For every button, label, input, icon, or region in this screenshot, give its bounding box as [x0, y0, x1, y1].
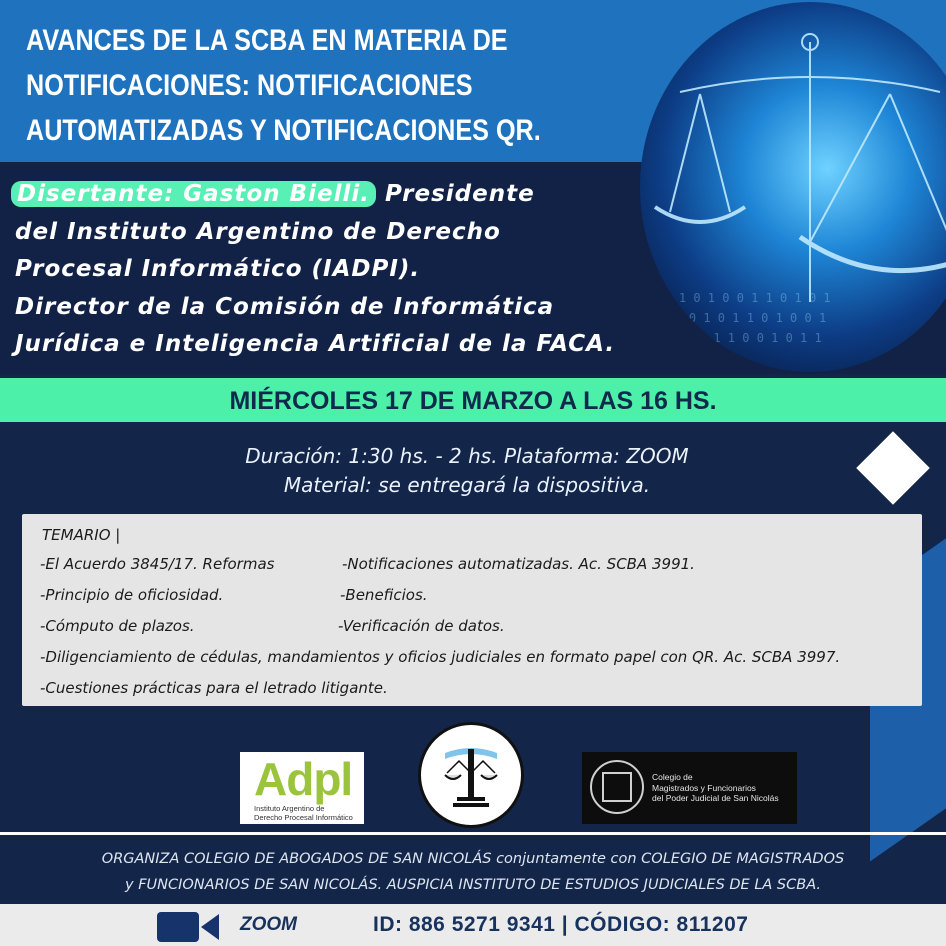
adpl-logo-subtitle: Derecho Procesal Informático [254, 813, 353, 822]
speaker-role: Presidente [384, 181, 535, 207]
temario-item: -Beneficios. [340, 586, 428, 604]
adpl-logo-subtitle: Instituto Argentino de [254, 804, 325, 813]
temario-item: -Verificación de datos. [338, 617, 505, 635]
svg-text:1 0 0 1 0 1 1 0 1 0 0 1: 1 0 0 1 0 1 1 0 1 0 0 1 [660, 311, 827, 325]
temario-item: -Principio de oficiosidad. [40, 586, 224, 604]
zoom-label: ZOOM [240, 914, 297, 935]
event-date-banner: MIÉRCOLES 17 DE MARZO A LAS 16 HS. [0, 378, 946, 422]
title-line: AVANCES DE LA SCBA EN MATERIA DE [26, 24, 508, 57]
temario-panel [22, 514, 922, 706]
colegio-logo-line: Magistrados y Funcionarios [652, 782, 756, 793]
speaker-name-highlight: Disertante: Gaston Bielli. [11, 181, 376, 207]
page-title [26, 18, 541, 153]
material-note: Material: se entregará la dispositiva. [283, 473, 651, 497]
duration-platform: Duración: 1:30 hs. - 2 hs. Plataforma: ZOOM [245, 444, 689, 468]
svg-text:0 1 0 1 1 0 0 1 0 1 1: 0 1 0 1 1 0 0 1 0 1 1 [670, 331, 822, 345]
zoom-meeting-id: ID: 886 5271 9341 | CÓDIGO: 811207 [373, 913, 749, 936]
temario-item: -Diligenciamiento de cédulas, mandamientos y oficios judiciales en formato papel con QR. Ac. SCBA 3997. [40, 648, 841, 666]
organizers-line: y FUNCIONARIOS DE SAN NICOLÁS. AUSPICIA INSTITUTO DE ESTUDIOS JUDICIALES DE LA SCBA. [125, 877, 821, 893]
title-line: AUTOMATIZADAS Y NOTIFICACIONES QR. [26, 114, 541, 147]
speaker-line: Procesal Informático (IADPI). [15, 256, 421, 282]
speaker-line: Jurídica e Inteligencia Artificial de la FACA. [15, 331, 616, 357]
colegio-magistrados-logo [582, 752, 797, 824]
organizers-text [0, 846, 946, 898]
event-details [0, 442, 946, 500]
temario-item: -Notificaciones automatizadas. Ac. SCBA 3991. [342, 555, 695, 573]
temario-item: -Cuestiones prácticas para el letrado litigante. [40, 679, 388, 697]
video-camera-icon [157, 910, 219, 944]
speaker-info [15, 176, 615, 364]
colegio-logo-line: Colegio de [652, 772, 693, 782]
speaker-line: del Instituto Argentino de Derecho [15, 218, 501, 245]
adpl-logo [240, 752, 364, 824]
colegio-logo-text [652, 772, 779, 804]
organizers-line: ORGANIZA COLEGIO DE ABOGADOS DE SAN NICOLÁS conjuntamente con COLEGIO DE MAGISTRADOS [101, 851, 845, 867]
footer-divider [0, 832, 946, 835]
colegio-abogados-seal [418, 722, 524, 828]
emblem-inner-icon [602, 772, 632, 802]
svg-text:0 1 1 0 1 0 0 1 1 0 1 0 1: 0 1 1 0 1 0 0 1 1 0 1 0 1 [650, 291, 831, 305]
colegio-logo-line: del Poder Judicial de San Nicolás [652, 793, 779, 803]
adpl-logo-text: Adpl [254, 753, 353, 805]
temario-heading: TEMARIO | [42, 526, 121, 544]
temario-item: -Cómputo de plazos. [40, 617, 195, 635]
title-line: NOTIFICACIONES: NOTIFICACIONES [26, 69, 473, 102]
speaker-line: Director de la Comisión de Informática [15, 293, 555, 320]
justice-scale-image [640, 2, 946, 372]
temario-item: -El Acuerdo 3845/17. Reformas [40, 555, 275, 573]
